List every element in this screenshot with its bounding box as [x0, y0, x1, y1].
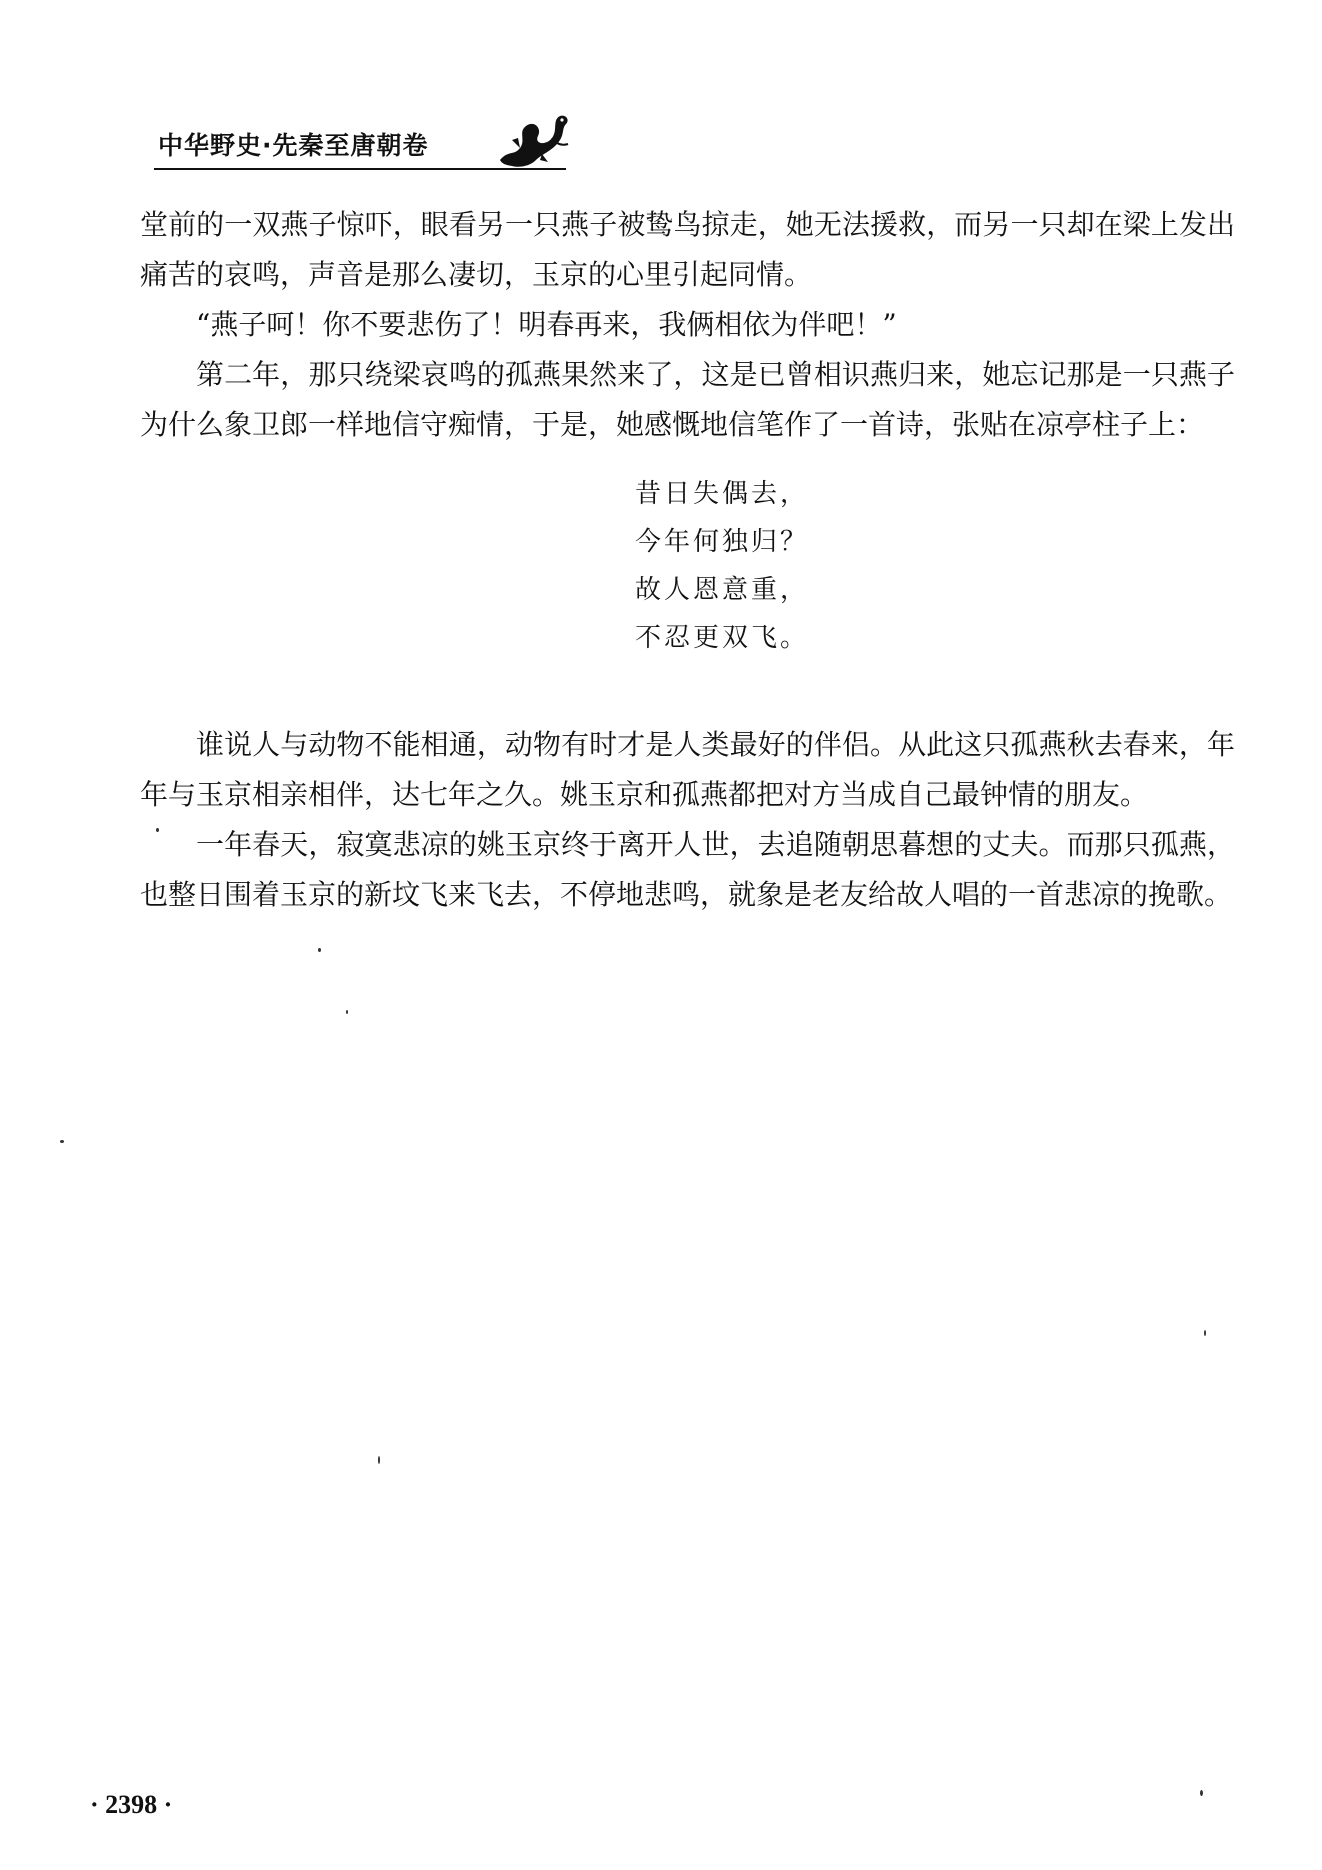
scan-speck: [318, 948, 321, 952]
scan-speck: [156, 828, 159, 832]
scan-speck: [346, 1010, 348, 1014]
running-head-title: 中华野史·先秦至唐朝卷: [158, 131, 429, 160]
page-number: · 2398 ·: [90, 1790, 173, 1819]
scan-speck: [378, 1456, 380, 1464]
paragraph: 第二年，那只绕梁哀鸣的孤燕果然来了，这是已曾相识燕归来，她忘记那是一只燕子为什么象卫郎一样地信守痴情，于是，她感慨地信笔作了一首诗，张贴在凉亭柱子上：: [140, 358, 1235, 441]
dragon-icon: [490, 110, 572, 172]
poem-line: 不忍更双飞。: [635, 623, 810, 653]
poem: [635, 470, 809, 662]
header-rule: [154, 168, 566, 170]
body-text-top: [140, 200, 1235, 450]
poem-line: 故人恩意重，: [635, 575, 810, 605]
paragraph: 一年春天，寂寞悲凉的姚玉京终于离开人世，去追随朝思暮想的丈夫。而那只孤燕，也整日围着玉京的新坟飞来飞去，不停地悲鸣，就象是老友给故人唱的一首悲凉的挽歌。: [140, 828, 1235, 911]
scan-speck: [1204, 1330, 1206, 1336]
paragraph: “燕子呵！你不要悲伤了！明春再来，我俩相依为伴吧！”: [196, 308, 897, 341]
body-text-bottom: [140, 720, 1235, 920]
scan-speck: [1200, 1790, 1203, 1796]
paragraph: 堂前的一双燕子惊吓，眼看另一只燕子被鸷鸟掠走，她无法援救，而另一只却在梁上发出痛苦的哀鸣，声音是那么凄切，玉京的心里引起同情。: [140, 208, 1235, 291]
running-head: [140, 110, 570, 170]
scan-speck: [60, 1140, 64, 1143]
poem-line: 昔日失偶去，: [635, 479, 810, 509]
poem-line: 今年何独归？: [635, 527, 810, 557]
paragraph: 谁说人与动物不能相通，动物有时才是人类最好的伴侣。从此这只孤燕秋去春来，年年与玉京相亲相伴，达七年之久。姚玉京和孤燕都把对方当成自己最钟情的朋友。: [140, 728, 1235, 811]
